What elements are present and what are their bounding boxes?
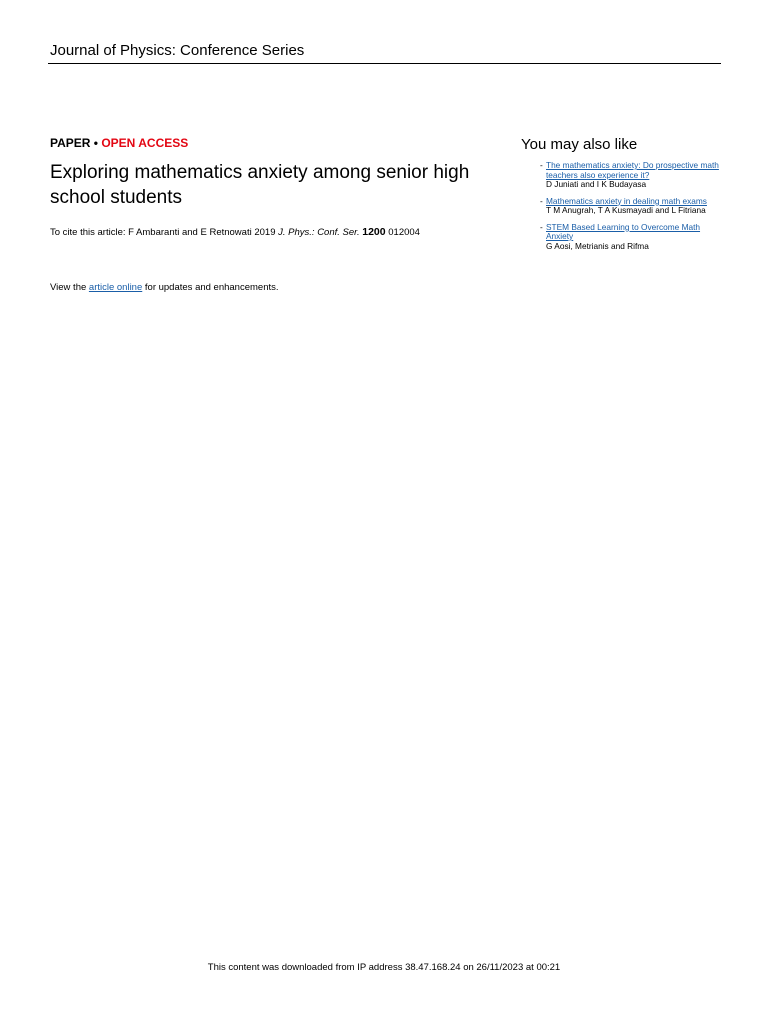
related-item-link[interactable]: STEM Based Learning to Overcome Math Anxiety [546, 221, 701, 241]
header-divider [48, 63, 721, 64]
citation-journal: J. Phys.: Conf. Ser. [278, 227, 360, 238]
related-item [521, 223, 721, 252]
view-suffix: for updates and enhancements. [144, 282, 279, 293]
related-item [521, 197, 721, 216]
download-footer: This content was downloaded from IP address 38.47.168.24 on 26/11/2023 at 00:21 [207, 962, 561, 973]
journal-name: Journal of Physics: Conference Series [50, 42, 305, 59]
related-item-link[interactable]: The mathematics anxiety: Do prospective math teachers also experience it? [546, 160, 719, 180]
article-title: Exploring mathematics anxiety among senior high school students [50, 162, 470, 208]
list-dash: - [540, 221, 543, 232]
view-prefix: View the [50, 282, 87, 293]
label-separator: • [93, 136, 98, 150]
related-heading: You may also like [521, 136, 638, 153]
citation-article-number: 012004 [388, 227, 420, 238]
related-item-authors: G Aosi, Metrianis and Rifma [546, 240, 649, 251]
list-dash: - [540, 160, 543, 170]
paper-label: PAPER [50, 136, 91, 150]
paper-type-label [50, 136, 188, 150]
open-access-label: OPEN ACCESS [101, 136, 189, 150]
related-item [521, 161, 721, 190]
citation-prefix: To cite this article: F Ambaranti and E Retnowati 2019 [50, 227, 276, 238]
related-item-authors: D Juniati and I K Budayasa [546, 179, 647, 189]
citation-volume: 1200 [362, 226, 386, 238]
article-online-link[interactable]: article online [88, 282, 143, 293]
related-item-authors: T M Anugrah, T A Kusmayadi and L Fitriana [546, 205, 706, 215]
related-item-link[interactable]: Mathematics anxiety in dealing math exams [546, 195, 707, 206]
view-online-line [50, 282, 279, 294]
citation-line [50, 226, 420, 239]
related-articles-panel [521, 136, 721, 258]
list-dash: - [540, 195, 543, 206]
